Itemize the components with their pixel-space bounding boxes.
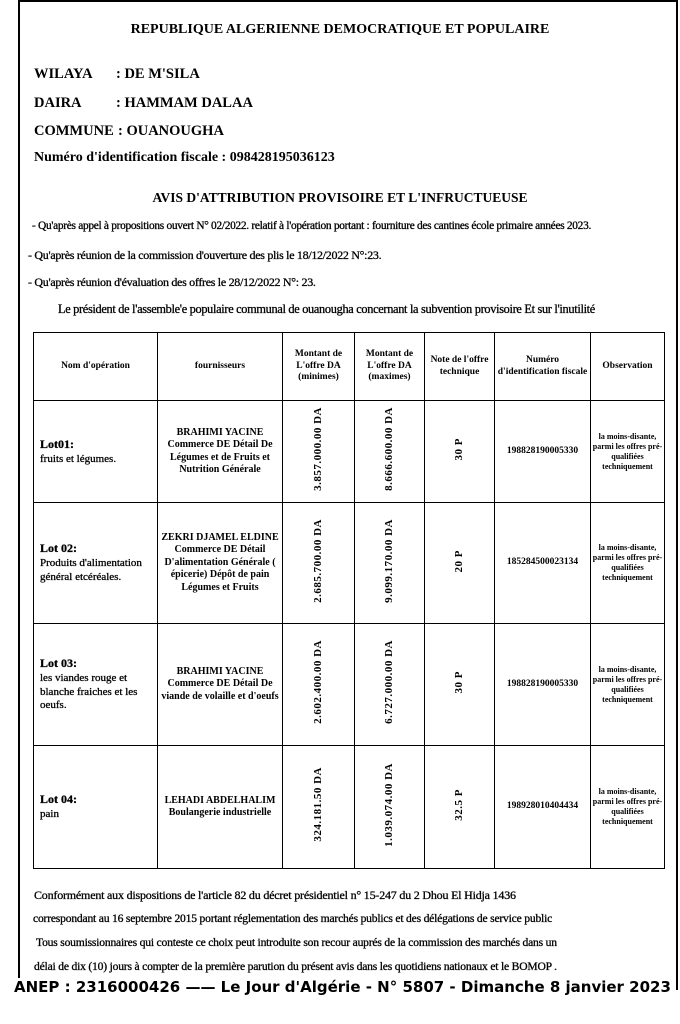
col-header: fournisseurs <box>158 333 283 401</box>
notice-line: - Qu'après réunion de la commission d'ouverture des plis le 18/12/2022 N°:23. <box>28 248 382 262</box>
col-header: Montant de L'offre DA (maximes) <box>355 333 425 401</box>
wilaya-label: WILAYA <box>34 66 93 82</box>
supplier-activity: Commerce DE Détail D'alimentation Générale ( épicerie) Dépôt de pain Légumes et Fruits <box>164 544 276 593</box>
fiscal-id: Numéro d'identification fiscale : 098428195036123 <box>34 150 335 165</box>
min-amount-cell <box>283 746 355 869</box>
max-amount: 1.039.074.00 DA <box>382 762 395 847</box>
col-header: Numéro d'identification fiscale <box>495 333 591 401</box>
wilaya-value: : DE M'SILA <box>116 66 200 82</box>
supplier-cell <box>158 503 283 624</box>
technical-note: 30 P <box>452 438 465 461</box>
max-amount: 8.666.600.00 DA <box>382 407 395 492</box>
observation-cell: la moins-disante, parmi les offres pré-qualifiées techniquement <box>591 401 665 503</box>
attribution-table <box>33 332 665 869</box>
supplier-cell <box>158 746 283 869</box>
min-amount-cell <box>283 503 355 624</box>
supplier-name: BRAHIMI YACINE <box>176 426 264 438</box>
min-amount: 2.685.700.00 DA <box>311 518 324 603</box>
min-amount: 3.857.000.00 DA <box>311 407 324 492</box>
commune-value: : OUANOUGHA <box>118 123 224 139</box>
lot-description: Produits d'alimentation général etcéréales. <box>40 557 142 583</box>
republic-heading: REPUBLIQUE ALGERIENNE DEMOCRATIQUE ET POPULAIRE <box>130 22 550 37</box>
footer-line: délai de dix (10) jours à compter de la première parution du présent avis dans les quotidiens nationaux et le BOMOP . <box>34 960 557 973</box>
operation-cell <box>34 503 158 624</box>
supplier-name: BRAHIMI YACINE <box>176 665 264 677</box>
max-amount: 6.727.000.00 DA <box>382 640 395 725</box>
nif-cell: 198928010404434 <box>495 746 591 869</box>
col-header: Montant de L'offre DA (minimes) <box>283 333 355 401</box>
notice-line: - Qu'après appel à propositions ouvert N° 02/2022. relatif à l'opération portant : fourniture des cantines école primaire années 2023. <box>32 220 592 232</box>
supplier-activity: Boulangerie industrielle <box>168 807 272 818</box>
technical-note: 32.5 P <box>452 788 465 821</box>
nif-cell: 198828190005330 <box>495 401 591 503</box>
table-header-row <box>34 333 665 401</box>
max-amount-cell <box>355 503 425 624</box>
nif-cell: 198828190005330 <box>495 624 591 746</box>
min-amount-cell <box>283 401 355 503</box>
president-line: Le président de l'assemble'e populaire communal de ouanougha concernant la subvention provisoire Et sur l'inutilité <box>58 302 595 316</box>
operation-cell <box>34 746 158 869</box>
operation-cell <box>34 401 158 503</box>
commune-label: COMMUNE <box>34 123 114 139</box>
operation-cell <box>34 624 158 746</box>
daira-value: : HAMMAM DALAA <box>116 95 253 111</box>
nif-cell: 185284500023134 <box>495 503 591 624</box>
supplier-activity: Commerce DE Détail De viande de volaille et d'oeufs <box>161 678 279 702</box>
table-row <box>34 746 665 869</box>
max-amount-cell <box>355 746 425 869</box>
table-row <box>34 503 665 624</box>
notice-title: AVIS D'ATTRIBUTION PROVISOIRE ET L'INFRUCTUEUSE <box>152 190 528 205</box>
lot-description: pain <box>40 808 59 820</box>
technical-note: 20 P <box>452 549 465 572</box>
supplier-name: ZEKRI DJAMEL ELDINE <box>161 531 279 543</box>
lot-description: fruits et légumes. <box>40 452 117 465</box>
min-amount: 2.602.400.00 DA <box>311 640 324 725</box>
supplier-activity: Commerce DE Détail De Légumes et de Fruits et Nutrition Générale <box>167 439 273 475</box>
publication-line: ANEP : 2316000426 —— Le Jour d'Algérie - N° 5807 - Dimanche 8 janvier 2023 <box>10 978 675 996</box>
min-amount-cell <box>283 624 355 746</box>
table-row <box>34 401 665 503</box>
note-cell <box>425 746 495 869</box>
col-header: Nom d'opération <box>34 333 158 401</box>
max-amount-cell <box>355 401 425 503</box>
lot-label: Lot 04: <box>40 792 77 807</box>
observation-cell: la moins-disante, parmi les offres pré-qualifiées techniquement <box>591 624 665 746</box>
lot-description: les viandes rouge et blanche fraiches et les oeufs. <box>40 671 138 712</box>
col-header: Observation <box>591 333 665 401</box>
lot-label: Lot 02: <box>40 541 77 556</box>
note-cell <box>425 624 495 746</box>
lot-label: Lot 03: <box>40 656 77 670</box>
footer-line: correspondant au 16 septembre 2015 portant réglementation des marchés publics et des délégations de service public <box>33 912 553 925</box>
supplier-name: LEHADI ABDELHALIM <box>164 794 276 806</box>
technical-note: 30 P <box>452 671 465 694</box>
max-amount-cell <box>355 624 425 746</box>
observation-cell: la moins-disante, parmi les offres pré-qualifiées techniquement <box>591 746 665 869</box>
table-row <box>34 624 665 746</box>
supplier-cell <box>158 401 283 503</box>
notice-line: - Qu'après réunion d'évaluation des offres le 28/12/2022 N°: 23. <box>28 275 316 289</box>
observation-cell: la moins-disante, parmi les offres pré-qualifiées techniquement <box>591 503 665 624</box>
col-header: Note de l'offre technique <box>425 333 495 401</box>
lot-label: Lot01: <box>40 436 74 451</box>
min-amount: 324.181.50 DA <box>311 767 324 843</box>
supplier-cell <box>158 624 283 746</box>
footer-line: Tous soumissionnaires qui conteste ce choix peut introduite son recour auprés de la commission des marchés dans un <box>36 936 557 949</box>
note-cell <box>425 503 495 624</box>
daira-label: DAIRA <box>34 95 82 111</box>
footer-line: Conformément aux dispositions de l'article 82 du décret présidentiel n° 15-247 du 2 Dhou El Hidja 1436 <box>34 888 516 902</box>
max-amount: 9.099.170.00 DA <box>382 518 395 603</box>
note-cell <box>425 401 495 503</box>
